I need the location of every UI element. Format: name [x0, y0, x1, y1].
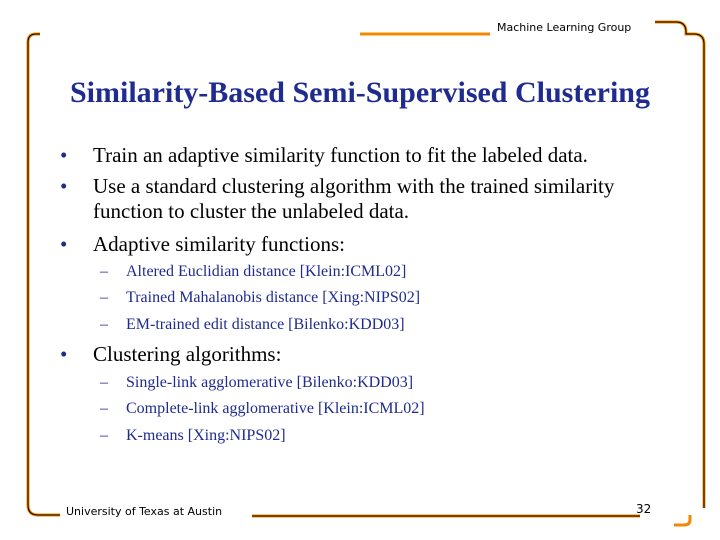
footer-institution: University of Texas at Austin	[66, 505, 223, 518]
dash-icon: –	[100, 263, 108, 280]
dash-icon: –	[100, 427, 108, 444]
bullet-3-text: Adaptive similarity functions:	[93, 232, 345, 256]
dash-icon: –	[100, 289, 108, 306]
bullet-3-subitem-3: EM-trained edit distance [Bilenko:KDD03]	[126, 316, 405, 333]
bullet-4-subitem-1: Single-link agglomerative [Bilenko:KDD03]	[126, 374, 414, 391]
dash-icon: –	[100, 316, 108, 333]
bullet-3-subitem-1: Altered Euclidian distance [Klein:ICML02]	[126, 263, 407, 280]
header-group-label: Machine Learning Group	[497, 21, 632, 34]
bullet-3-subitem-2: Trained Mahalanobis distance [Xing:NIPS02]	[126, 289, 421, 306]
bullet-4-subitem-3: K-means [Xing:NIPS02]	[126, 427, 286, 444]
dash-icon: –	[100, 374, 108, 391]
bullet-1-text: Train an adaptive similarity function to fit the labeled data.	[93, 143, 588, 167]
bullet-icon: •	[60, 232, 68, 256]
bullet-icon: •	[60, 174, 68, 198]
bullet-2-text: Use a standard clustering algorithm with the trained similarity function to cluster the unlabeled data.	[93, 174, 615, 223]
bullet-4-text: Clustering algorithms:	[93, 342, 282, 366]
slide-title: Similarity-Based Semi-Supervised Clustering	[69, 76, 650, 109]
page-number: 32	[636, 502, 652, 516]
bullet-icon: •	[60, 143, 68, 167]
bullet-icon: •	[60, 342, 68, 366]
dash-icon: –	[100, 400, 108, 417]
bullet-4-subitem-2: Complete-link agglomerative [Klein:ICML02]	[126, 400, 425, 417]
